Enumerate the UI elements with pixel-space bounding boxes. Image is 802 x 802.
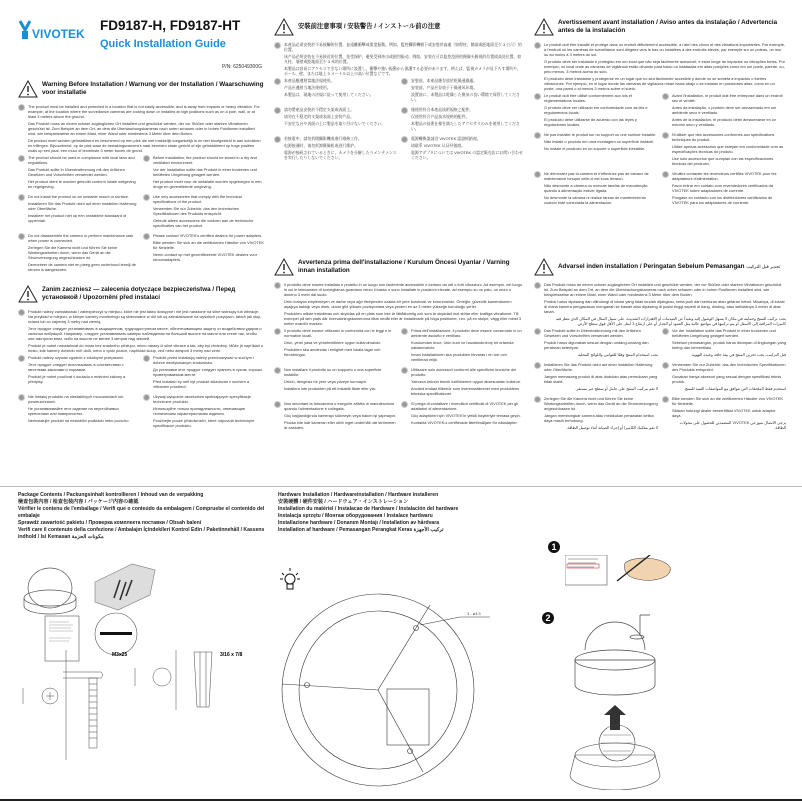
warning-header xyxy=(274,14,524,40)
warning-paragraph: Produk harus dipasang dan dilindungi di lokasi yang tidak mudah dijangkau, serta jauh dari benturan atau getaran hebat. Misalnya, di lokasi di mana kamera pengawasan menganah ke bawah atau dipasang di posisi tinggi seperti di tiang, dinding, atau setidaknya 3 meter di atas tanah. xyxy=(544,299,785,314)
warning-bullet-item xyxy=(662,171,786,207)
bullet-icon xyxy=(274,328,281,335)
bullet-text: لا تقم بتركيب المنتج على حامل أو سطح غير مستقر. xyxy=(575,386,658,391)
bullet-text: 仅使用符合产品技术规格的配件。 xyxy=(411,114,470,119)
bullet-text: Använd endast tillbehör som överensstämmer med produktens tekniska specifikationer. xyxy=(411,386,520,396)
warning-bullet-item xyxy=(274,328,397,364)
bullet-text: 僅使用符合本產品技術規格之配件。 xyxy=(411,107,474,112)
bullet-text: Kurulumdan önce, ürün kuru ve havalandırılmış bir ortamda saklanmalıdır. xyxy=(411,340,514,350)
bullet-icon xyxy=(18,355,25,362)
warning-intro xyxy=(18,104,264,153)
bullet-icon xyxy=(662,93,669,100)
warning-section-fr-pt-es xyxy=(534,14,786,250)
bullet-text: Use only accessories that comply with the technical specifications of the product. xyxy=(153,194,242,204)
step-number-2: 2 xyxy=(542,612,554,624)
warning-triangle-icon xyxy=(534,18,554,36)
bullet-text: Antes da instalação, o produto deve ser armazenado em um ambiente seco e ventilado. xyxy=(672,105,777,115)
bullet-text: 電源轉換器請洽 VIVOTEK 認證經銷商。 xyxy=(411,136,481,141)
bullet-text: Jangan membongkar kamera atau melakukan perawatan ketika daya masih terhubung. xyxy=(544,413,654,423)
bullet-icon xyxy=(662,328,669,335)
bullet-text: Não instale o produto em uma montagem ou superfície instável. xyxy=(544,139,655,144)
bullet-icon xyxy=(18,394,25,401)
warning-bullets xyxy=(534,328,786,435)
warning-bullet-item xyxy=(143,355,264,391)
bullet-icon xyxy=(274,107,281,114)
hole-spec-label: 3 - ø4.5 xyxy=(467,611,481,616)
warning-title-text: Zanim zaczniesz — zalecenia dotyczące bezpieczeństwa / Перед установкой / Upozornění před instalací xyxy=(42,285,236,301)
guide-subtitle: Quick Installation Guide xyxy=(100,38,226,50)
warning-bullet-item xyxy=(143,194,264,230)
bullet-text: Het product dient te worden gebruikt conform lokale wetgeving en regelgeving. xyxy=(28,179,136,189)
warning-bullet-item xyxy=(274,401,397,432)
warning-bullet-item xyxy=(401,328,524,364)
right-column xyxy=(534,14,786,435)
bullet-text: قبل التركيب، يجب تخزين المنتج في بيئة جافة وجيدة التهوية. xyxy=(690,352,786,357)
bullet-icon xyxy=(143,394,150,401)
warning-bullet-item xyxy=(18,194,139,230)
warning-bullet-item xyxy=(18,355,139,391)
package-heading: 檢查包裝內容 / 检查包装内容 / パッケージ内容の確認 xyxy=(18,499,139,505)
bullet-icon xyxy=(662,362,669,369)
bullet-text: Güç adaptörleri için VIVOTEK'in yetkili bayileriyle temasa geçin. xyxy=(411,413,521,418)
bullet-icon xyxy=(662,132,669,139)
warning-title-arabic: تحذير قبل التركيب xyxy=(746,263,781,269)
product-title: FD9187-H, FD9187-HT xyxy=(100,18,241,33)
bullet-icon xyxy=(534,362,541,369)
section-divider xyxy=(0,486,802,487)
package-heading-text: Verifi care il contenuto della confezione / Ambalajın İçindekileri Kontrol Edin / Paketinnehåll / Kassens indhold / Isi Kemasan xyxy=(18,527,265,540)
bullet-icon xyxy=(18,233,25,240)
bullet-icon xyxy=(401,107,408,114)
warning-bullet-item xyxy=(143,155,264,191)
bullet-text: Installieren Sie das Produkt nicht auf einer instabilen Halterung oder Oberfläche. xyxy=(28,201,137,211)
bullet-text: Bitte wenden Sie sich an die zertifizierten Händler von VIVOTEK für Netzteile. xyxy=(672,396,783,406)
bullet-text: Do not install the product on an unstable mount or surface. xyxy=(28,194,130,199)
bullet-text: Antes de la instalación, el producto debe almacenarse en un entorno seco y ventilado. xyxy=(672,117,777,127)
bullet-text: Vor der Installation sollte das Produkt in einer trockenen und belüfteten Umgebung gelagert werden. xyxy=(153,167,257,177)
bullet-icon xyxy=(274,136,281,143)
bullet-text: Neem contact op met gecertificeerde VIVOTEK dealers voor stroomadapters. xyxy=(153,252,258,262)
warning-paragraph: Le produit doit être installé et protégé dans un endroit difficilement accessible, à l'abri des chocs et des vibrations importantes. Par exemple, à l'endroit où les caméras de surveillance sont dirigées vers le bas ou installées à des endroits élevés, par exemple sur un poteau, un mur ou au moins à 3 mètres du sol. xyxy=(544,42,785,57)
warning-paragraph: Produkt je nutné nainstalovat do místa bez snadného přístupu, mimo nárazy či silné vibrace a tak, aby byl chráněný. Může jít například o místo, kde kamery dohledu míří dolů, nebo o vyšší pozice, například sloup, zeď nebo alespoň 3 metry nad zemí. xyxy=(28,343,264,353)
bullet-text: Sebelum pemasangan, produk harus disimpan di lingkungan yang kering dan berventilasi. xyxy=(672,340,786,350)
warning-section-en-de-nl xyxy=(18,76,264,277)
warning-paragraph: Il prodotto deve essere installato e protetto in un luogo non facilmente accessibile e lontano da urti o forti vibrazioni. Ad esempio, nel luogo in cui le telecamere di sorveglianza guardano verso il basso o sono installate in posizioni elevate, ad esempio su un palo, un muro o almeno 3 metri dal suolo. xyxy=(284,282,522,297)
bullet-text: Verwenden Sie nur Zubehör, das den technischen Spezifikationen des Produkts entspricht. xyxy=(153,206,240,216)
bullet-text: Używaj wyłącznie akcesoriów spełniających specyfikacje techniczne produktu. xyxy=(153,394,251,404)
bullet-text: N'utiliser que des accessoires conformes aux spécifications techniques du produit. xyxy=(672,132,775,142)
bullet-text: يجب استخدام المنتج وفقًا للقوانين واللوائح المحلية. xyxy=(576,352,658,357)
warning-bullet-item xyxy=(534,362,658,393)
bullet-text: Zerlegen Sie die Kamera nicht und führen Sie keine Wartungsarbeiten durch, wenn das Gerät an die Stromversorgung angeschlossen ist. xyxy=(28,245,118,260)
bullet-icon xyxy=(18,194,25,201)
warning-paragraph: Das Produkt muss an einem schwer zugänglichen Ort installiert und geschützt werden, der vor Stößen oder starken Vibrationen geschützt ist. Zum Beispiel an dem Ort, an dem die Überwachungskameras nach unten schauen oder in hohen Positionen installiert sind, wie beispielsweise an einem Mast, einer Wand oder mindestens 3 Meter über dem Boden. xyxy=(28,121,255,136)
anchor-size-label: 3/16 x 7/8 xyxy=(220,652,243,658)
bullet-text: Use solo accesorios que cumplan con las especificaciones técnicas del producto. xyxy=(672,156,774,166)
bullet-text: Produkt należy używać zgodnie z lokalnymi przepisami. xyxy=(28,355,124,360)
dome-cover-removal-illustration xyxy=(555,605,675,790)
warning-triangle-icon xyxy=(18,80,38,98)
warning-title-text: 安裝前注意事項 / 安装警告 / インストール前の注意 xyxy=(298,22,441,30)
bullet-text: Installeer het product niet op een onstabiele standaard of oppervlak. xyxy=(28,213,127,223)
warning-bullet-item xyxy=(662,132,786,168)
warning-bullet-item xyxy=(534,396,658,432)
bullet-text: 請勿將產品安裝於不穩定支架或表面上。 xyxy=(284,107,355,112)
warning-bullets xyxy=(18,155,264,277)
bullet-text: Das Produkt sollte in Übereinstimmung mit den örtlichen Gesetzen und Vorschriften verwendet werden. xyxy=(544,328,641,338)
warning-bullet-item xyxy=(143,233,264,274)
warning-bullet-item xyxy=(401,107,524,133)
warning-bullet-item xyxy=(534,171,658,207)
warning-title-text: Advarsel inden installation / Peringatan Sebelum Pemasangan xyxy=(558,262,745,270)
warning-intro xyxy=(534,282,786,326)
warning-bullet-item xyxy=(662,93,786,129)
left-column xyxy=(18,76,264,433)
bullet-text: До установки этот продукт следует хранить в сухом, хорошо проветриваемом месте. xyxy=(153,367,263,377)
warning-paragraph: يجب تركيب المنتج وحمايته في مكان لا يسهل الوصول إليه وبعيداً عن الصدمات أو الاهتزازات الشديدة، على سبيل المثال في المكان الذي تنظر فيه كاميرات المراقبة إلى الأسفل أو يتم تركيبها في مواضع عالية مثل العمود أو الجدار أو على ارتفاع 3 أمتار على الأقل فوق سطح الأرض. xyxy=(555,316,786,326)
bullet-text: استخدم فقط الملحقات التي تتوافق مع المواصفات الفنية للمنتج. xyxy=(683,386,786,391)
warning-triangle-icon xyxy=(18,285,38,303)
warning-bullets xyxy=(534,93,786,210)
accessory-bag-image xyxy=(95,564,155,610)
bullet-text: Não desmonte a câmera ou execute tarefas de manutenção quando a alimentação estiver ligada. xyxy=(544,183,648,193)
bullet-icon xyxy=(534,328,541,335)
bullet-text: Non installare il prodotto su un supporto o una superficie instabile. xyxy=(284,367,382,377)
bullet-icon xyxy=(534,93,541,100)
bullet-icon xyxy=(534,132,541,139)
bullet-text: 本製品は、現地の法規に従って使用してください。 xyxy=(284,92,374,97)
hardware-heading: Installazione hardware / Donanım Montajı / Installation av hårdvara xyxy=(278,520,440,526)
label-and-pen-illustration xyxy=(565,555,685,595)
bullet-text: Güç bağlandığında kamerayı sökmeyin veya bakım işi yapmayın. xyxy=(284,413,397,418)
warning-intro xyxy=(18,309,264,353)
middle-column xyxy=(274,14,524,435)
warning-header xyxy=(18,76,264,102)
bullet-text: Utilize apenas acessórios que estejam em conformidade com as especificações técnicas do produto. xyxy=(672,144,784,154)
bullet-text: Před instalací by měl být produkt skladován v suchém a větraném prostředí. xyxy=(153,379,250,389)
bullet-icon xyxy=(274,42,281,49)
warning-header xyxy=(534,14,786,40)
bullet-text: Используйте только принадлежности, отвечающие техническим характеристикам изделия. xyxy=(153,406,246,416)
warning-paragraph: 本製品は容易にアクセスできない場所に設置し、衝撃や強い振動から保護する必要があります。例えば、監視カメラが見下ろす場所や、ポール、壁、または地上 3 メートル以上の高い位置などです。 xyxy=(284,66,521,76)
bullet-icon xyxy=(18,309,25,316)
warning-paragraph: O produto deve ser instalado e protegido em um local que não seja facilmente acessível, e estar longe de impactos ou vibrações fortes. Por exemplo, no local onde as câmeras de vigilância estão olhando para baixo ou instaladas em altas posições como em um poste, parede, ou, pelo menos, 3 metros acima do solo. xyxy=(544,59,785,74)
bullet-icon xyxy=(534,282,541,289)
bullet-icon xyxy=(143,233,150,240)
warning-section-it-tr-sv xyxy=(274,254,524,435)
bullet-text: 設置前に、本製品は乾燥した換気の良い環境で保管してください。 xyxy=(411,92,520,102)
warning-header xyxy=(534,254,786,280)
warning-header xyxy=(274,254,524,280)
bullet-text: Installieren Sie das Produkt nicht auf einer instabilen Halterung oder Oberfläche. xyxy=(544,362,653,372)
lightbulb-icon xyxy=(280,568,300,589)
bullet-icon xyxy=(401,136,408,143)
bullet-text: Gebruik alleen accessoires die voldoen aan de technische specificaties van het product. xyxy=(153,218,254,228)
bullet-text: Installera inte produkten på ett instabilt fäste eller yta. xyxy=(284,386,376,391)
warning-bullets xyxy=(274,78,524,165)
bullet-text: Utilizzare solo accessori conformi alle specifiche tecniche del prodotto. xyxy=(411,367,517,377)
bullet-text: Il prodotto deve essere utilizzato in conformità con le leggi e le normative locali. xyxy=(284,328,392,338)
bullet-icon xyxy=(662,171,669,178)
bullet-text: 请勿在不稳定的支架或表面上安装产品。 xyxy=(284,114,355,119)
hardware-heading xyxy=(278,527,538,534)
bullet-text: Before installation, the product should be stored in a dry and ventilated environment. xyxy=(153,155,257,165)
bullet-icon xyxy=(143,155,150,162)
bullet-text: Demonteer de camera niet en pleeg geen onderhoud terwijl de stroom is aangesloten. xyxy=(28,262,136,272)
bullet-text: 安装前，产品应存放于干燥通风环境。 xyxy=(411,85,478,90)
step-number-1: 1 xyxy=(548,541,560,553)
warning-section-pl-ru-cs xyxy=(18,281,264,433)
bullet-icon xyxy=(534,171,541,178)
warning-bullet-item xyxy=(401,78,524,104)
bullet-text: The product should be used in compliance with local laws and regulations. xyxy=(28,155,135,165)
warning-paragraph: Ürün kolayca erişilemeyen ve darbe veya ağır titreşimden uzakta bir yere kurulmalı ve korunmalıdır. Örneğin, güvenlik kameralarının aşağıya baktığı veya direk, duvar gibi yüksek pozisyonlara veya yerden en az 3 metre yükseğe kurulduğu yerler. xyxy=(284,299,512,309)
warning-intro xyxy=(274,282,524,326)
hardware-heading: Instalacja sprzętu / Монтаж оборудования / Instalace hardwaru xyxy=(278,513,433,519)
package-contents-illustration xyxy=(20,560,270,785)
bullet-text: 電源アダプタについては VIVOTEK の認定販売店にお問い合わせください。 xyxy=(411,150,523,160)
bullet-text: Produkten ska användas i enlighet med lokala lagar och förordningar. xyxy=(284,347,381,357)
screw-drawing xyxy=(23,650,102,760)
hardware-heading-arabic: تركيب الأجهزة xyxy=(413,527,444,533)
warning-paragraph: Produkt należy zainstalować i zabezpieczyć w miejscu, które nie jest łatwo dostępne i nie jest narażone na silne wstrząsy lub wibracje. Na przykład w miejscu, w którym kamery monitoringu są skierowane w dół lub są zainstalowane na wysokich pozycjach, takich jak słup, ściana lub co najmniej 3 metry nad ziemią. xyxy=(28,309,262,324)
hardware-heading: 安裝硬體 / 硬件安装 / ハードウェア・インストレーション xyxy=(278,499,409,505)
bullet-icon xyxy=(401,78,408,85)
bullet-icon xyxy=(274,401,281,408)
warning-paragraph: Das Produkt muss an einem schwer zugänglichen Ort installiert und geschützt werden, der vor Stößen oder starken Vibrationen geschützt ist. Zum Beispiel an dem Ort, an dem die Überwachungskameras nach unten schauen oder in hohen Positionen installiert sind, wie beispielsweise an einem Mast, einer Wand oder mindestens 3 Meter über dem Boden. xyxy=(544,282,782,297)
package-heading: Vérifier le contenu de l'emballage / Verifi que o conteúdo da embalagem / Compruebe el contenido del embalaje xyxy=(18,506,265,519)
bullet-text: Das Produkt sollte in Übereinstimmung mit den örtlichen Gesetzen und Vorschriften verwendet werden. xyxy=(28,167,125,177)
bullet-text: No instale el producto en un soporte o superficie inestable. xyxy=(544,146,646,151)
bullet-text: Do not disassemble the camera or perform maintenance task when power is connected. xyxy=(28,233,134,243)
warning-paragraph: Dit product moet worden geïnstalleerd en beschermd op een plek die niet makkelijk toegankelijk is en niet blootgesteld is aan schokken en trillingen. Bijvoorbeeld, op de plek waar de bewakingscamera's naar beneden staan gericht of zijn geïnstalleerd op hoge posities zoals op een paal, een muur of tenminste 3 meter boven de grond. xyxy=(28,138,261,153)
package-heading-arabic: مكونات الحزمة xyxy=(71,534,104,540)
bullet-text: 本產品應遵照當地法規使用。 xyxy=(284,78,335,83)
bullet-text: يرجى الاتصال بموزعي VIVOTEK المعتمدين للحصول على محولات الطاقة. xyxy=(679,420,786,430)
bullet-text: Produkt przed instalacją należy przechowywać w suchym i dobrze wentylowanym środowisku. xyxy=(153,355,254,365)
bullet-text: Ne pas installer le produit sur un support ou une surface instable. xyxy=(544,132,657,137)
bullet-text: Le produit doit être utilisé conformément aux lois et réglementations locales. xyxy=(544,93,633,103)
bullet-text: 请联系 VIVOTEK 认证经销商。 xyxy=(411,143,466,148)
bullet-text: Avant l'installation, le produit doit être entreposé dans un endroit sec et ventilé. xyxy=(672,93,783,103)
svg-text:VIVOTEK: VIVOTEK xyxy=(32,27,85,41)
bullet-text: Этот продукт следует использовать в соответствии с местными законами и нормами. xyxy=(28,362,124,372)
warning-header xyxy=(18,281,264,307)
bullet-text: Produkt je nutné používat v souladu s místními zákony a předpisy. xyxy=(28,374,126,384)
warning-bullet-item xyxy=(534,93,658,129)
bullet-text: لا تقم بتفكيك الكاميرا أو إجراء الصيانة أثناء توصيل الطاقة. xyxy=(566,425,658,430)
warning-bullet-item xyxy=(662,362,786,393)
bullet-text: Prima dell'installazione, il prodotto deve essere conservato in un ambiente asciutto e ventilato. xyxy=(411,328,522,338)
warning-triangle-icon xyxy=(274,258,294,276)
bullet-icon xyxy=(18,104,25,111)
package-contents-headings xyxy=(18,492,268,541)
bullet-icon xyxy=(662,396,669,403)
warning-bullet-item xyxy=(18,233,139,274)
warning-bullet-item xyxy=(401,136,524,162)
warning-triangle-icon xyxy=(274,18,294,36)
warning-title xyxy=(42,286,264,303)
bullet-text: 本製品の技術仕様を満たしたアクセサリのみを使用してください。 xyxy=(411,121,520,131)
warning-paragraph: The product must be installed and protected in a location that is not easily accessible, and is away from impacts or heavy vibration. For example, at the location where the surveillance cameras are looking down or installed at high positions such as on a pole, wall, or at least 3 meters above the ground. xyxy=(28,104,260,119)
bullet-text: Не устанавливайте этот изделие на неустойчивых креплениях или поверхностях. xyxy=(28,406,119,416)
warning-title-text: Avvertenza prima dell'installazione / Kurulum Öncesi Uyarılar / Varning innan installation xyxy=(298,258,510,274)
vivotek-logo xyxy=(18,18,96,42)
warning-paragraph: Этот продукт следует устанавливать в защищенном, труднодоступном месте, обеспечивающем защиту от воздействия ударов и сильных вибраций. Например, следует устанавливать камеры наблюдения на большой высоте на мачте или стене так, чтобы они смотрели вниз, либо на высоте не менее 3 метров над землей. xyxy=(28,326,262,341)
warning-title xyxy=(42,81,264,98)
drill-template-image xyxy=(95,613,137,655)
bullet-text: Gunakan hanya aksesori yang sesuai dengan spesifikasi teknis produk. xyxy=(672,374,782,384)
bullet-text: 若接電中，請勿拆開攝影機或進行維修工作。 xyxy=(284,136,362,141)
bullet-icon xyxy=(274,282,281,289)
anchor-drawing xyxy=(135,650,212,710)
bullet-text: 产品应遵照当地法规使用。 xyxy=(284,85,331,90)
warning-title xyxy=(298,23,440,32)
bullet-text: 安裝前，本產品應存放於乾燥通風處。 xyxy=(411,78,478,83)
bullet-text: No desmonte la cámara ni realice tareas de mantenimiento cuando esté conectada la alimentación. xyxy=(544,195,646,205)
warning-bullet-item xyxy=(18,155,139,191)
bullet-text: Favor entrar em contato com revendedores certificados da VIVOTEK sobre adaptadores de corrente. xyxy=(672,183,773,193)
bullet-icon xyxy=(534,42,541,49)
bullet-text: Jangan memasang produk di atas dudukan atau permukaan yang tidak stabil. xyxy=(544,374,658,384)
bullet-text: Silakan hubungi dealer bersertifikat VIVOTEK untuk adaptor daya. xyxy=(672,408,776,418)
bullet-icon xyxy=(143,355,150,362)
bullet-icon xyxy=(534,396,541,403)
bullet-text: Kontakta VIVOTEK:s certifierade återförsäljare för nätadapter. xyxy=(411,420,518,425)
warning-bullet-item xyxy=(534,328,658,359)
warning-section-da-id-ar xyxy=(534,254,786,435)
bullet-text: O produto deve ser utilizado em conformidade com as leis e regulamentos locais. xyxy=(544,105,648,115)
warning-title xyxy=(298,259,524,276)
bullet-text: Produk harus digunakan sesuai dengan undang-undang dan peraturan setempat. xyxy=(544,340,649,350)
bullet-icon xyxy=(143,194,150,201)
warning-bullet-item xyxy=(18,394,139,430)
bullet-text: Zerlegen Sie die Kamera nicht und führen Sie keine Wartungsarbeiten durch, wenn das Gerät an die Stromversorgung angeschlossen ist. xyxy=(544,396,658,411)
bullet-text: Bitte wenden Sie sich an die zertifizierten Händler von VIVOTEK für Netzteile. xyxy=(153,240,264,250)
warning-title xyxy=(558,263,780,272)
warning-paragraph: Produkten måste installeras och skyddas på en plats som inte är lättåtkomlig och som är skyddad mot stötar eller kraftiga vibrationer. Till exempel på den plats där övervakningskamerorna tittar nedåt eller är installerade på höga positioner, t.ex. på en stolpe, vägg eller minst 3 meter ovanför marken. xyxy=(284,311,522,326)
bullet-icon xyxy=(401,401,408,408)
warning-bullet-item xyxy=(662,396,786,432)
bullet-icon xyxy=(18,155,25,162)
warning-bullet-item xyxy=(274,136,397,162)
bullet-text: Ne démontez pas la caméra et n'effectuez pas de travaux de maintenance lorsque celle-ci est sous tension. xyxy=(544,171,649,181)
warning-bullet-item xyxy=(401,401,524,432)
warning-bullet-item xyxy=(662,328,786,359)
bullet-icon xyxy=(401,328,408,335)
bullet-icon xyxy=(401,367,408,374)
bullet-text: 电源接通时，请勿拆卸摄像机或进行维护。 xyxy=(284,143,358,148)
bullet-icon xyxy=(274,78,281,85)
bullet-icon xyxy=(274,367,281,374)
warning-bullet-item xyxy=(143,394,264,430)
package-heading: Package Contents / Packungsinhalt kontrollieren / Inhoud van de verpakking xyxy=(18,492,204,498)
hardware-heading-text: Installation af hardware / Pemasangan Perangkat Keras xyxy=(278,527,413,533)
bullet-text: Verwenden Sie nur Zubehör, das den technischen Spezifikationen des Produkts entspricht. xyxy=(672,362,786,372)
warning-paragraph: 该产品必须安装在不易接近的位置，免受保护，避免受到冲击或剧烈振动。例如，安装在可以监控范围的摄像头俯视的位置或高处位置，如支柱、墙壁或距地面至少 3 米的位置。 xyxy=(284,54,522,64)
warning-bullet-item xyxy=(274,367,397,398)
bullet-text: Innan installationen ska produkten förvaras i en torr och ventilerad miljö. xyxy=(411,352,507,362)
warning-bullets xyxy=(274,328,524,435)
quick-guide-image xyxy=(45,616,79,661)
bullet-text: El producto debe utilizarse de acuerdo con las leyes y regulaciones locales. xyxy=(544,117,637,127)
warning-bullet-item xyxy=(274,107,397,133)
warning-title xyxy=(558,19,786,36)
package-heading: Sprawdź zawartość pakietu / Проверка комплекта поставки / Obsah balení xyxy=(18,520,202,526)
bullet-text: Veuillez contacter les revendeurs certifiés VIVOTEK pour les adaptateurs d'alimentation. xyxy=(672,171,777,181)
bullet-text: 不安定な台や表面の上に製品を取り付けないでください。 xyxy=(284,121,386,126)
part-number: P/N: 625049300G xyxy=(221,64,262,70)
bullet-text: Ürün, yerel yasa ve yönetmeliklere uygun kullanılmalıdır. xyxy=(284,340,382,345)
warning-intro xyxy=(534,42,786,91)
bullet-text: Please contact VIVOTEK's certified dealers for power adapters. xyxy=(153,233,263,238)
warning-section-zh-ja xyxy=(274,14,524,250)
warning-bullets xyxy=(18,355,264,433)
bullet-text: Si prega di contattare i rivenditori certificati di VIVOTEK per gli adattatori di alimentazione. xyxy=(411,401,519,411)
warning-bullet-item xyxy=(274,78,397,104)
bullet-text: Ürünü, dengesiz bir yere veya yüzeye kurmayın. xyxy=(284,379,368,384)
warning-title-text: Warning Before Installation / Warnung vor der Installation / Waarschuwing voor installatie xyxy=(42,80,264,96)
camera-dome-image xyxy=(24,568,76,614)
bullet-text: Non smontare la fotocamera o eseguire attività di manutenzione quando l'alimentazione è collegata. xyxy=(284,401,395,411)
hardware-heading: Installation du matériel / Instalacao de Hardware / Instalación del hardware xyxy=(278,506,459,512)
bullet-text: Používejte pouze příslušenství, které odpovídá technickým specifikacím produktu. xyxy=(153,418,255,428)
bullet-text: Póngase en contacto con los distribuidores certificados de VIVOTEK para los adaptadores de corriente. xyxy=(672,195,773,205)
bullet-text: Het product moet voor de installatie worden opgeborgen in een droge en geventileerde omgeving. xyxy=(153,179,262,189)
warning-bullet-item xyxy=(401,367,524,398)
bullet-text: Nerinstalujte produkt na nestabilní podkladu nebo povrchu. xyxy=(28,418,130,423)
warning-title-text: Avertissement avant installation / Aviso antes da instalação / Advertencia antes de la instalación xyxy=(558,18,778,34)
warning-intro xyxy=(274,42,524,76)
hardware-installation-headings xyxy=(278,492,538,534)
warning-paragraph: 本產品必須安裝於不易接觸的位置，並遠離衝擊或重度振動。例如，監控攝影機朝下或安裝於高處（如桿柱、牆面或距地面至少 3 公尺）的位置。 xyxy=(284,42,522,52)
drill-template-diagram xyxy=(280,565,495,790)
bullet-text: Plocka inte isär kameran eller utför inget underhåll när strömmen är ansluten. xyxy=(284,420,396,430)
warning-triangle-icon xyxy=(534,258,554,276)
warning-paragraph: El producto debe instalarse y protegerse en un lugar que no sea fácilmente accesible y donde no se someta a impactos o fuertes vibraciones. Por ejemplo, en el lugar donde las cámaras de vigilancia miran hacia abajo o se instalan en posiciones altas, como en un poste, una pared o al menos 3 metros sobre el suelo. xyxy=(544,76,775,91)
bullet-text: Vor der Installation sollte das Produkt in einer trockenen und belüfteten Umgebung gelagert werden. xyxy=(672,328,776,338)
bullet-text: Yalnızca ürünün teknik özelliklerine uygun aksesuarları kullanın. xyxy=(411,379,522,384)
package-heading xyxy=(18,527,268,541)
page-bottom-rule xyxy=(0,799,802,801)
bullet-text: 電源が接続されているときに、カメラを分解したりメンテナンスを実行したりしないでください。 xyxy=(284,150,397,160)
bullet-text: Nie instaluj produktu na niestabilnych mocowaniach lub powierzchniach. xyxy=(28,394,124,404)
hardware-heading: Hardware Installation / Hardwareinstallation / Hardware installeren xyxy=(278,492,439,498)
screw-size-label: M3x25 xyxy=(112,652,128,658)
warning-bullet-item xyxy=(534,132,658,168)
